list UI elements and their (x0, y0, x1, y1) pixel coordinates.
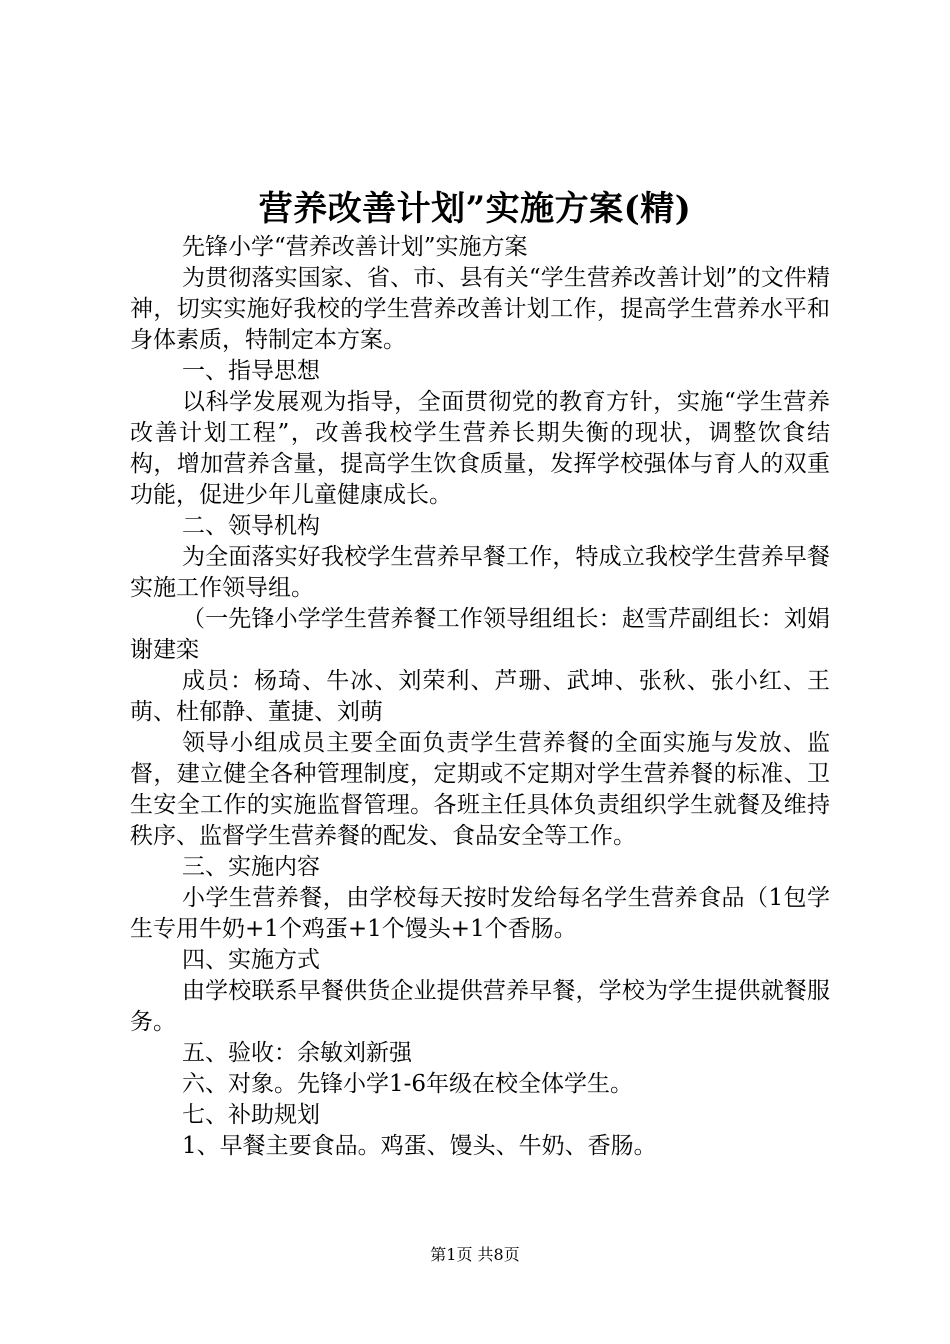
paragraph-leaders: （一先锋小学学生营养餐工作领导组组长：赵雪芹副组长：刘娟谢建栾 (130, 606, 830, 663)
paragraph-subtitle: 先锋小学“营养改善计划”实施方案 (182, 234, 528, 260)
heading-leadership: 二、领导机构 (182, 513, 320, 539)
heading-method: 四、实施方式 (182, 947, 320, 973)
heading-content: 三、实施内容 (182, 854, 320, 880)
heading-guiding-thought: 一、指导思想 (182, 358, 320, 384)
paragraph-target: 六、对象。先锋小学1-6年级在校全体学生。 (182, 1071, 634, 1097)
page-footer: 第1页 共8页 (430, 1245, 520, 1264)
paragraph-leadership: 为全面落实好我校学生营养早餐工作，特成立我校学生营养早餐实施工作领导组。 (130, 544, 830, 601)
paragraph-responsibilities: 领导小组成员主要全面负责学生营养餐的全面实施与发放、监督，建立健全各种管理制度，定期或不定期对学生营养餐的标准、卫生安全工作的实施监督管理。各班主任具体负责组织学生就餐及维持秩序、监督学生营养餐的配发、食品安全等工作。 (130, 730, 830, 849)
paragraph-method: 由学校联系早餐供货企业提供营养早餐，学校为学生提供就餐服务。 (130, 978, 830, 1035)
paragraph-members: 成员：杨琦、牛冰、刘荣利、芦珊、武坤、张秋、张小红、王萌、杜郁静、董捷、刘萌 (130, 668, 830, 725)
document-title: 营养改善计划”实施方案(精) (258, 189, 692, 229)
paragraph-intro: 为贯彻落实国家、省、市、县有关“学生营养改善计划”的文件精神，切实实施好我校的学生营养改善计划工作，提高学生营养水平和身体素质，特制定本方案。 (130, 265, 830, 353)
document-body (130, 232, 830, 1162)
paragraph-guiding-thought: 以科学发展观为指导，全面贯彻党的教育方针，实施“学生营养改善计划工程”，改善我校学生营养长期失衡的现状，调整饮食结构，增加营养含量，提高学生饮食质量，发挥学校强体与育人的双重功能，促进少年儿童健康成长。 (130, 389, 830, 508)
paragraph-content: 小学生营养餐，由学校每天按时发给每名学生营养食品（1包学生专用牛奶+1个鸡蛋+1个馒头+1个香肠。 (130, 885, 830, 942)
paragraph-food: 1、早餐主要食品。鸡蛋、馒头、牛奶、香肠。 (182, 1133, 657, 1159)
heading-subsidy: 七、补助规划 (182, 1102, 320, 1128)
paragraph-acceptance: 五、验收：余敏刘新强 (182, 1040, 412, 1066)
